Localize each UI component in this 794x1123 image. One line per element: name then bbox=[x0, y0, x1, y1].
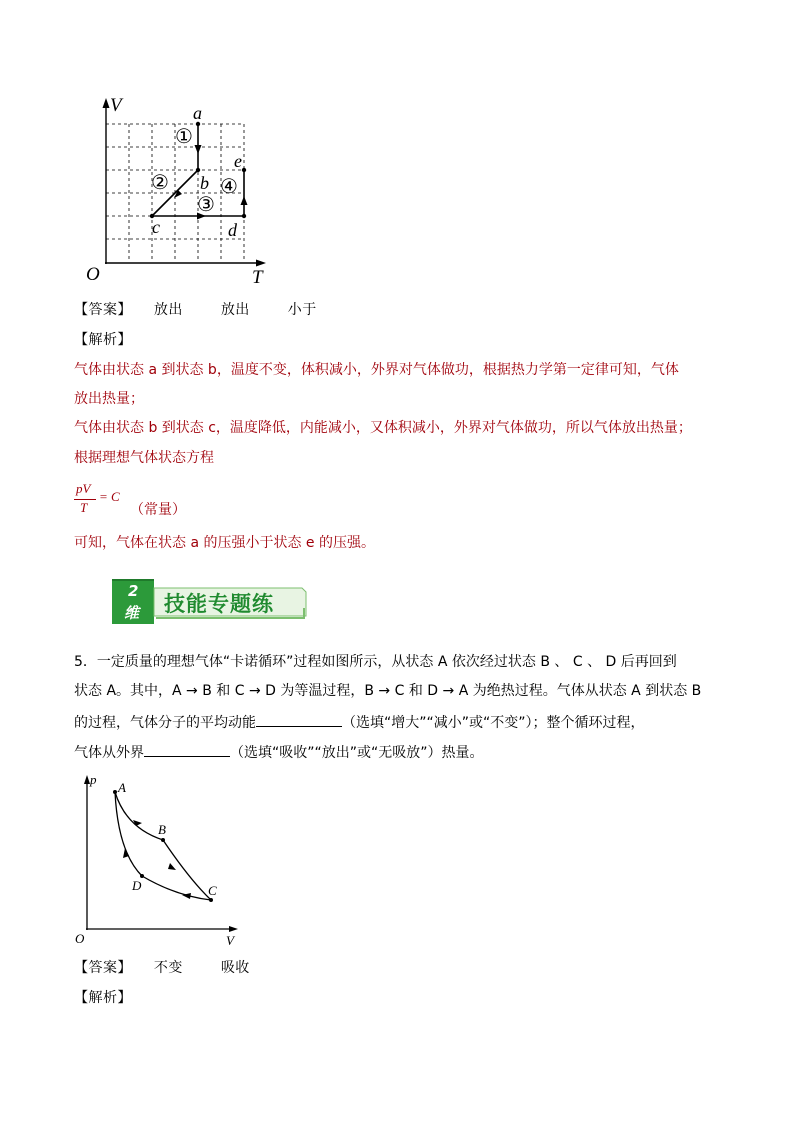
q5-line3 bbox=[74, 712, 645, 733]
q5-answer-row bbox=[74, 958, 250, 978]
point-C bbox=[209, 898, 213, 902]
q4-analysis-line5: 可知，气体在状态 a 的压强小于状态 e 的压强。 bbox=[74, 535, 375, 551]
point-b bbox=[196, 168, 200, 172]
axis-p-label: p bbox=[90, 772, 97, 787]
answer-1: 不变 bbox=[153, 960, 183, 976]
q5-line1: 5．一定质量的理想气体“卡诺循环”过程如图所示，从状态 A 依次经过状态 B 、 C 、 D 后再回到 bbox=[74, 654, 677, 670]
label-e: e bbox=[234, 151, 242, 171]
q4-answer-row bbox=[74, 300, 317, 320]
origin-label: O bbox=[75, 931, 85, 946]
arrow-down-icon bbox=[195, 145, 202, 154]
label-D: D bbox=[132, 878, 142, 893]
q4-analysis-line3: 气体由状态 b 到状态 c，温度降低，内能减小，又体积减小，外界对气体做功，所以气体放出热量； bbox=[74, 420, 692, 436]
section-banner bbox=[112, 578, 308, 626]
q5-line4-end: （选填“吸收”“放出”或“无吸放”）热量。 bbox=[230, 745, 484, 761]
t-axis-arrow-icon bbox=[256, 260, 266, 267]
arrow-bc-icon bbox=[168, 863, 176, 870]
answer-1: 放出 bbox=[153, 302, 183, 318]
formula-rhs: = C bbox=[99, 489, 120, 504]
vt-diagram bbox=[80, 92, 280, 288]
q4-analysis-tag: 【解析】 bbox=[74, 332, 132, 348]
q4-analysis-line1: 气体由状态 a 到状态 b，温度不变，体积减小，外界对气体做功，根据热力学第一定律可知，气体 bbox=[74, 362, 679, 378]
banner-dim: 维 bbox=[124, 604, 140, 622]
pv-diagram bbox=[70, 772, 250, 952]
q4-analysis-line4: 根据理想气体状态方程 bbox=[74, 450, 214, 466]
formula-note: （常量） bbox=[130, 502, 186, 518]
arrow-up-icon bbox=[241, 196, 248, 205]
label-B: B bbox=[158, 822, 166, 837]
point-d bbox=[242, 214, 246, 218]
answer-2: 放出 bbox=[220, 302, 250, 318]
label-a: a bbox=[193, 103, 202, 123]
q4-analysis-line2: 放出热量； bbox=[74, 391, 144, 407]
q5-line3-end: （选填“增大”“减小”或“不变”）；整个循环过程， bbox=[342, 715, 645, 731]
q5-line3-start: 的过程，气体分子的平均动能 bbox=[74, 715, 256, 731]
point-A bbox=[113, 790, 117, 794]
label-c: c bbox=[152, 217, 160, 237]
q5-line4 bbox=[74, 742, 484, 763]
label-b: b bbox=[200, 173, 209, 193]
label-process-2: ② bbox=[151, 172, 169, 194]
curve-abc bbox=[115, 792, 211, 900]
label-process-3: ③ bbox=[197, 194, 215, 216]
v-axis-arrow-icon bbox=[103, 98, 110, 108]
v-axis-arrow-icon bbox=[229, 926, 238, 932]
label-process-1: ① bbox=[175, 126, 193, 148]
axis-v-label: V bbox=[226, 933, 234, 948]
point-e bbox=[242, 168, 246, 172]
axis-t-label: T bbox=[252, 267, 263, 288]
point-B bbox=[161, 838, 165, 842]
blank-heat-exchange[interactable] bbox=[144, 742, 230, 757]
answer-tag: 【答案】 bbox=[74, 960, 132, 976]
blank-kinetic-energy[interactable] bbox=[256, 712, 342, 727]
formula-denominator: T bbox=[80, 500, 88, 515]
axis-v-label: V bbox=[110, 95, 122, 116]
answer-tag: 【答案】 bbox=[74, 302, 132, 318]
q5-line4-start: 气体从外界 bbox=[74, 745, 144, 761]
banner-number: 2 bbox=[128, 582, 139, 600]
label-process-4: ④ bbox=[220, 176, 238, 198]
origin-label: O bbox=[86, 264, 100, 285]
label-A: A bbox=[118, 780, 126, 795]
answer-2: 吸收 bbox=[220, 960, 250, 976]
label-C: C bbox=[208, 883, 217, 898]
answer-3: 小于 bbox=[287, 302, 317, 318]
q5-line2: 状态 A。其中，A → B 和 C → D 为等温过程，B → C 和 D → A 为绝热过程。气体从状态 A 到状态 B bbox=[74, 683, 702, 699]
gas-law-formula bbox=[74, 482, 274, 522]
formula-numerator: pV bbox=[76, 481, 91, 496]
banner-title: 技能专题练 bbox=[164, 592, 274, 616]
q5-analysis-tag: 【解析】 bbox=[74, 990, 132, 1006]
label-d: d bbox=[228, 220, 237, 240]
